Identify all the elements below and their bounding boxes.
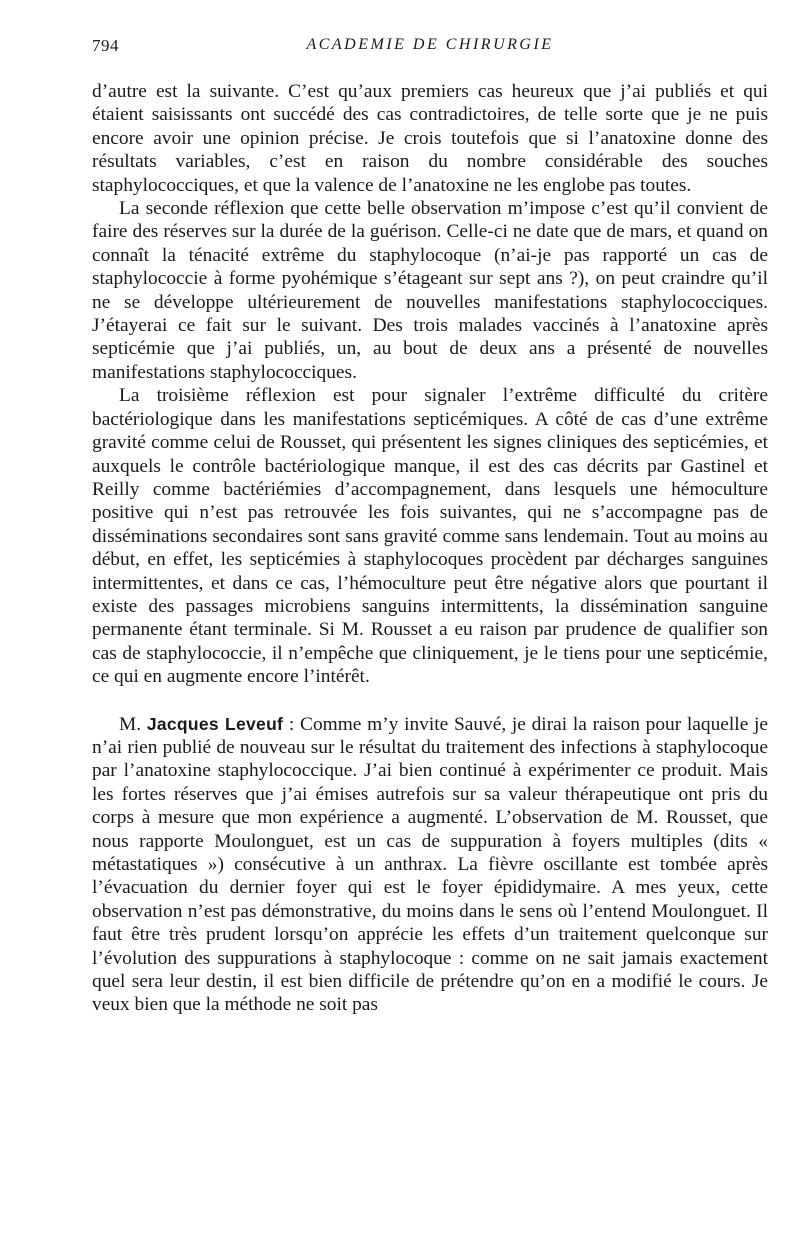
- page-header: [92, 36, 768, 60]
- running-title: ACADEMIE DE CHIRURGIE: [306, 36, 554, 53]
- paragraph-second-reflection: La seconde réflexion que cette belle observation m’impose c’est qu’il convient de faire des réserves sur la durée de la guérison. Celle-ci ne date que de mars, et quand on connaît la ténacité extrême du staphylocoque (n’ai-je pas rapporté un cas de staphylococcie à forme pyohémique s’étageant sur sept ans ?), on peut craindre qu’il ne se développe ultérieurement de nouvelles manifestations staphylococciques. J’étayerai ce fait sur le suivant. Des trois malades vaccinés à l’anatoxine après septicémie que j’ai publiés, un, au bout de deux ans a présenté de nouvelles manifestations staphylococciques.: [92, 198, 768, 383]
- body-text: [92, 80, 768, 1017]
- speaker-name: Jacques Leveuf: [146, 713, 284, 734]
- page-number: 794: [92, 36, 119, 55]
- paragraph-continuation: d’autre est la suivante. C’est qu’aux premiers cas heureux que j’ai publiés et qui étaient saisissants ont succédé des cas contradictoires, de telle sorte que je ne puis encore avoir une opinion précise. Je crois toutefois que si l’anatoxine donne des résultats variables, c’est en raison du nombre considérable des souches staphylococciques, et que la valence de l’anatoxine ne les englobe pas toutes.: [92, 81, 768, 196]
- speech-text: : Comme m’y invite Sauvé, je dirai la raison pour laquelle je n’ai rien publié de nouveau sur le résultat du traitement des infections à staphylocoque par l’anatoxine staphylococcique. J’ai bien continué à expérimenter ce produit. Mais les fortes réserves que j’ai émises autrefois sur sa valeur thérapeutique ont pris du corps à mesure que mon expérience a augmenté. L’observation de M. Rousset, que nous rapporte Moulonguet, est un cas de suppuration à foyers multiples (dits « métastatiques ») consécutive à un anthrax. La fièvre oscillante est tombée après l’évacuation du dernier foyer qui est le foyer épididymaire. A mes yeux, cette observation n’est pas démonstrative, du moins dans le sens où l’entend Moulonguet. Il faut être très prudent lorsqu’on apprécie les effets d’un traitement quelconque sur l’évolution des suppurations à staphylocoque : comme on ne sait jamais exactement quel sera leur destin, il est bien difficile de prétendre qu’on en a modifié le cours. Je veux bien que la méthode ne soit pas: [92, 713, 769, 1016]
- paragraph-leveuf-remarks: [92, 713, 768, 1017]
- paragraph-third-reflection: La troisième réflexion est pour signaler l’extrême difficulté du critère bactériologique dans les manifestations septicémiques. A côté de cas d’une extrême gravité comme celui de Rousset, qui présentent les signes cliniques des septicémies, et auxquels le contrôle bactériologique manque, il est des cas décrits par Gastinel et Reilly comme bactériémies d’accompagnement, dans lesquels une hémoculture positive qui n’est pas retrouvée les fois suivantes, qui ne s’accompagne pas de disséminations secondaires sont sans gravité comme sans lendemain. Tout au moins au début, en effet, les septicémies à staphylocoques procèdent par décharges sanguines intermittentes, et dans ce cas, l’hémoculture peut être négative alors que pourtant il existe des passages microbiens sanguins intermittents, la dissémination sanguine permanente étant terminale. Si M. Rousset a eu raison par prudence de qualifier son cas de staphylococcie, il n’empêche que cliniquement, je le tiens pour une septicémie, ce qui en augmente encore l’intérêt.: [92, 385, 768, 688]
- speaker-prefix: M.: [119, 713, 147, 735]
